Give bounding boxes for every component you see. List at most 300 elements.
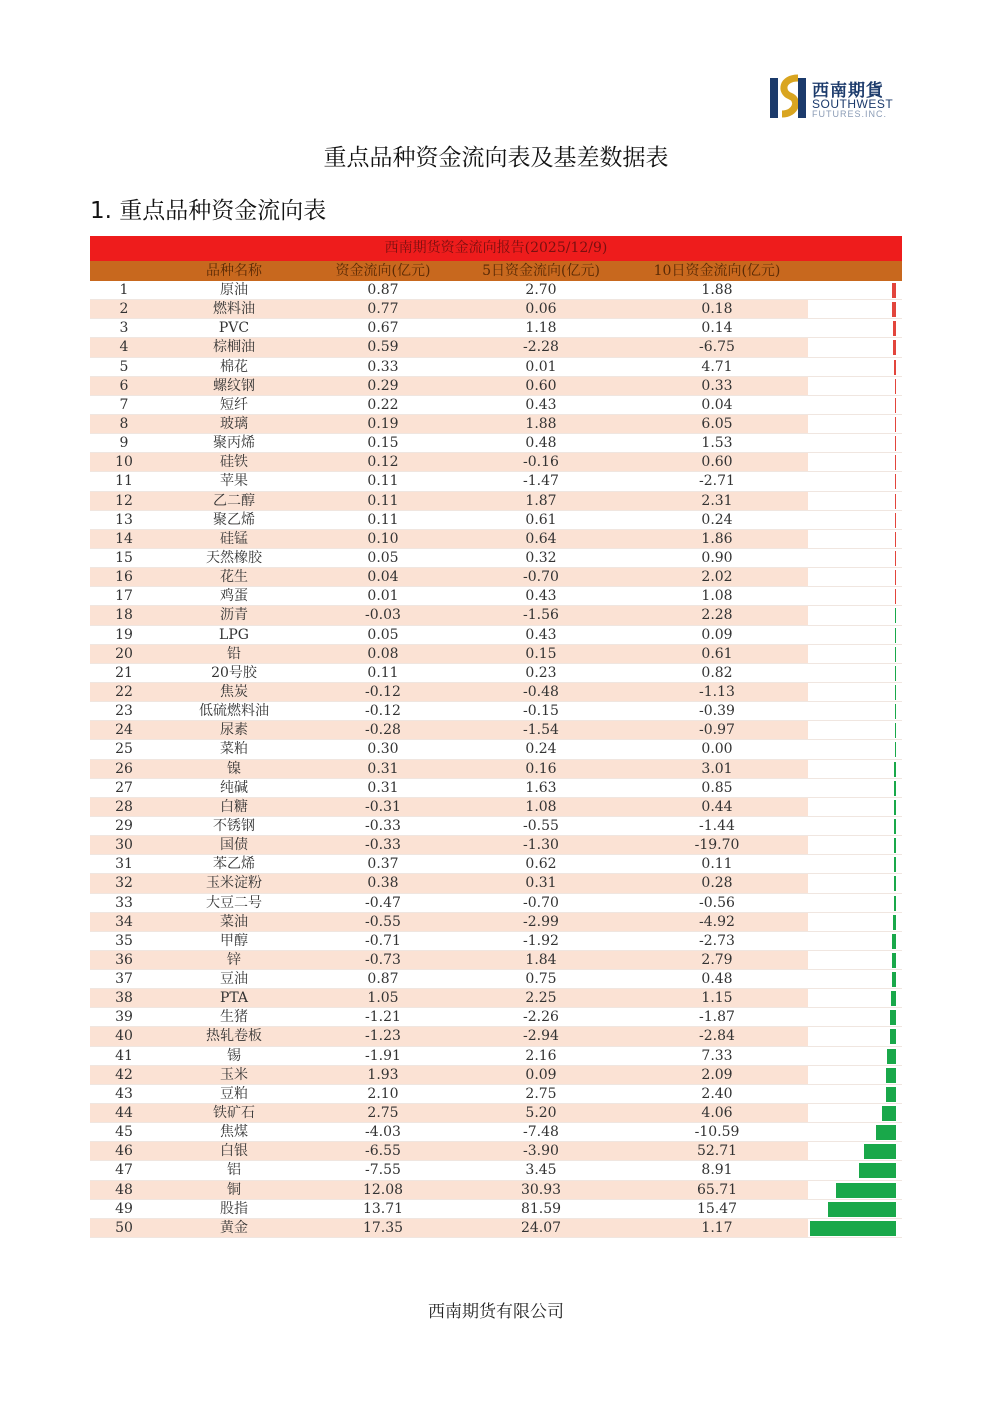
table-row bbox=[90, 358, 902, 377]
row-5day-flow: 0.01 bbox=[525, 358, 557, 375]
flow-bar bbox=[886, 1068, 896, 1083]
row-5day-flow: 0.60 bbox=[525, 377, 557, 394]
row-5day-flow: 2.25 bbox=[525, 990, 557, 1007]
row-name: 镍 bbox=[227, 760, 241, 777]
row-index: 48 bbox=[115, 1181, 133, 1198]
row-index: 26 bbox=[115, 760, 133, 777]
row-10day-flow: 2.79 bbox=[701, 951, 733, 968]
row-5day-flow: 0.75 bbox=[525, 971, 557, 988]
row-5day-flow: 1.87 bbox=[525, 492, 557, 509]
row-10day-flow: 1.86 bbox=[701, 530, 733, 547]
table-row bbox=[90, 894, 902, 913]
row-5day-flow: -1.92 bbox=[523, 932, 559, 949]
row-10day-flow: -1.44 bbox=[699, 817, 735, 834]
row-name: 低硫燃料油 bbox=[199, 703, 269, 720]
row-bar-cell bbox=[808, 913, 902, 931]
row-bar-cell bbox=[808, 492, 902, 510]
row-10day-flow: 0.60 bbox=[701, 454, 733, 471]
row-5day-flow: -1.54 bbox=[523, 722, 559, 739]
row-index: 23 bbox=[115, 703, 133, 720]
row-10day-flow: 0.24 bbox=[701, 511, 733, 528]
row-index: 39 bbox=[115, 1009, 133, 1026]
row-daily-flow: 0.11 bbox=[367, 511, 399, 528]
footer-company-name: 西南期货有限公司 bbox=[428, 1302, 564, 1322]
table-row bbox=[90, 511, 902, 530]
row-name: 生猪 bbox=[220, 1009, 248, 1026]
row-5day-flow: 24.07 bbox=[520, 1219, 562, 1236]
row-bar-cell bbox=[808, 664, 902, 682]
row-10day-flow: 4.06 bbox=[701, 1105, 733, 1122]
table-row bbox=[90, 300, 902, 319]
flow-bar bbox=[859, 1163, 896, 1178]
table-row bbox=[90, 817, 902, 836]
row-daily-flow: -0.12 bbox=[365, 683, 401, 700]
table-row bbox=[90, 377, 902, 396]
row-daily-flow: 0.05 bbox=[367, 626, 399, 643]
row-bar-cell bbox=[808, 1027, 902, 1045]
fund-flow-table bbox=[90, 236, 902, 1238]
row-name: 菜油 bbox=[220, 913, 248, 930]
row-index: 19 bbox=[115, 626, 133, 643]
row-bar-cell bbox=[808, 740, 902, 758]
row-index: 14 bbox=[115, 530, 133, 547]
row-bar-cell bbox=[808, 472, 902, 490]
row-index: 28 bbox=[115, 798, 133, 815]
row-bar-cell bbox=[808, 855, 902, 873]
flow-bar bbox=[894, 838, 896, 853]
row-bar-cell bbox=[808, 817, 902, 835]
row-bar-cell bbox=[808, 1161, 902, 1179]
table-row bbox=[90, 836, 902, 855]
row-name: 黄金 bbox=[220, 1219, 248, 1236]
row-10day-flow: -1.13 bbox=[699, 683, 735, 700]
row-10day-flow: 0.04 bbox=[701, 396, 733, 413]
row-daily-flow: 1.93 bbox=[367, 1066, 399, 1083]
table-row bbox=[90, 1104, 902, 1123]
row-5day-flow: 2.70 bbox=[525, 282, 557, 298]
table-row bbox=[90, 1008, 902, 1027]
row-10day-flow: 0.61 bbox=[701, 645, 733, 662]
row-10day-flow: -2.71 bbox=[699, 473, 735, 490]
row-5day-flow: -0.48 bbox=[523, 683, 559, 700]
row-5day-flow: 0.16 bbox=[525, 760, 557, 777]
row-10day-flow: 1.08 bbox=[701, 588, 733, 605]
table-row bbox=[90, 549, 902, 568]
table-row bbox=[90, 281, 902, 300]
row-bar-cell bbox=[808, 415, 902, 433]
row-daily-flow: 0.11 bbox=[367, 664, 399, 681]
row-daily-flow: 0.33 bbox=[367, 358, 399, 375]
row-name: 燃料油 bbox=[213, 301, 255, 318]
row-name: 国债 bbox=[220, 837, 248, 854]
row-5day-flow: -2.94 bbox=[523, 1028, 559, 1045]
table-row bbox=[90, 874, 902, 893]
row-5day-flow: 0.06 bbox=[525, 301, 557, 318]
row-5day-flow: 0.48 bbox=[525, 435, 557, 452]
row-daily-flow: -0.55 bbox=[365, 913, 401, 930]
row-bar-cell bbox=[808, 396, 902, 414]
row-daily-flow: 0.31 bbox=[367, 760, 399, 777]
row-bar-cell bbox=[808, 530, 902, 548]
row-10day-flow: 0.82 bbox=[701, 664, 733, 681]
row-daily-flow: 0.67 bbox=[367, 320, 399, 337]
flow-bar bbox=[895, 647, 897, 662]
flow-bar bbox=[894, 360, 896, 375]
row-index: 49 bbox=[115, 1200, 133, 1217]
row-10day-flow: 0.33 bbox=[701, 377, 733, 394]
row-name: 铁矿石 bbox=[213, 1105, 255, 1122]
row-bar-cell bbox=[808, 798, 902, 816]
row-5day-flow: 0.24 bbox=[525, 741, 557, 758]
row-5day-flow: 0.61 bbox=[525, 511, 557, 528]
row-10day-flow: 2.40 bbox=[701, 1085, 733, 1102]
row-10day-flow: -0.97 bbox=[699, 722, 735, 739]
row-index: 4 bbox=[119, 339, 129, 356]
header-index bbox=[90, 261, 158, 281]
header-5day-flow: 5日资金流向(亿元) bbox=[482, 263, 600, 279]
row-index: 21 bbox=[115, 664, 133, 681]
row-5day-flow: 1.88 bbox=[525, 415, 557, 432]
row-daily-flow: 0.59 bbox=[367, 339, 399, 356]
row-10day-flow: 15.47 bbox=[696, 1200, 738, 1217]
row-5day-flow: -2.26 bbox=[523, 1009, 559, 1026]
row-bar-cell bbox=[808, 645, 902, 663]
flow-bar bbox=[895, 570, 897, 585]
flow-bar bbox=[895, 494, 897, 509]
flow-bar bbox=[893, 915, 896, 930]
row-10day-flow: -2.73 bbox=[699, 932, 735, 949]
table-row bbox=[90, 568, 902, 587]
header-daily-flow: 资金流向(亿元) bbox=[335, 263, 431, 279]
row-name: 大豆二号 bbox=[206, 894, 262, 911]
row-daily-flow: -7.55 bbox=[365, 1162, 401, 1179]
flow-bar bbox=[895, 417, 897, 432]
flow-bar bbox=[887, 1049, 896, 1064]
row-5day-flow: 0.43 bbox=[525, 626, 557, 643]
row-name: 玉米淀粉 bbox=[206, 875, 262, 892]
row-5day-flow: -1.47 bbox=[523, 473, 559, 490]
logo-english-subtitle: FUTURES.INC. bbox=[812, 109, 887, 119]
row-10day-flow: 1.53 bbox=[701, 435, 733, 452]
row-index: 46 bbox=[115, 1143, 133, 1160]
row-index: 37 bbox=[115, 971, 133, 988]
row-daily-flow: -0.12 bbox=[365, 703, 401, 720]
row-name: 焦煤 bbox=[220, 1124, 248, 1141]
row-10day-flow: 0.44 bbox=[701, 798, 733, 815]
row-bar-cell bbox=[808, 281, 902, 299]
row-index: 29 bbox=[115, 817, 133, 834]
flow-bar bbox=[894, 800, 896, 815]
row-10day-flow: -19.70 bbox=[694, 837, 740, 854]
row-index: 30 bbox=[115, 837, 133, 854]
row-daily-flow: 0.77 bbox=[367, 301, 399, 318]
row-index: 36 bbox=[115, 951, 133, 968]
flow-bar bbox=[836, 1183, 896, 1198]
row-bar-cell bbox=[808, 626, 902, 644]
row-10day-flow: -0.39 bbox=[699, 703, 735, 720]
row-10day-flow: -6.75 bbox=[699, 339, 735, 356]
flow-bar bbox=[894, 876, 896, 891]
row-name: 热轧卷板 bbox=[206, 1028, 262, 1045]
row-5day-flow: 0.09 bbox=[525, 1066, 557, 1083]
row-index: 45 bbox=[115, 1124, 133, 1141]
row-name: 天然橡胶 bbox=[206, 549, 262, 566]
flow-bar bbox=[828, 1202, 896, 1217]
flow-bar bbox=[895, 455, 897, 470]
header-bar-column bbox=[808, 261, 902, 281]
row-name: 铜 bbox=[227, 1181, 241, 1198]
row-10day-flow: 8.91 bbox=[701, 1162, 733, 1179]
row-index: 34 bbox=[115, 913, 133, 930]
row-name: 菜粕 bbox=[220, 741, 248, 758]
row-index: 15 bbox=[115, 549, 133, 566]
table-row bbox=[90, 951, 902, 970]
row-bar-cell bbox=[808, 587, 902, 605]
row-10day-flow: -1.87 bbox=[699, 1009, 735, 1026]
row-name: LPG bbox=[219, 626, 249, 643]
row-daily-flow: -0.28 bbox=[365, 722, 401, 739]
row-daily-flow: 0.11 bbox=[367, 473, 399, 490]
row-10day-flow: 0.48 bbox=[701, 971, 733, 988]
table-row bbox=[90, 989, 902, 1008]
row-bar-cell bbox=[808, 1142, 902, 1160]
row-daily-flow: -1.91 bbox=[365, 1047, 401, 1064]
row-5day-flow: 0.43 bbox=[525, 396, 557, 413]
flow-bar bbox=[895, 532, 897, 547]
table-row bbox=[90, 855, 902, 874]
row-5day-flow: 81.59 bbox=[520, 1200, 562, 1217]
table-row bbox=[90, 1200, 902, 1219]
page-title: 重点品种资金流向表及基差数据表 bbox=[323, 145, 669, 171]
row-10day-flow: 2.31 bbox=[701, 492, 733, 509]
table-row bbox=[90, 932, 902, 951]
row-daily-flow: 0.15 bbox=[367, 435, 399, 452]
row-10day-flow: 0.85 bbox=[701, 779, 733, 796]
table-row bbox=[90, 645, 902, 664]
table-row bbox=[90, 1027, 902, 1046]
row-bar-cell bbox=[808, 951, 902, 969]
row-5day-flow: -7.48 bbox=[523, 1124, 559, 1141]
row-bar-cell bbox=[808, 1181, 902, 1199]
row-5day-flow: -0.15 bbox=[523, 703, 559, 720]
row-10day-flow: 6.05 bbox=[701, 415, 733, 432]
row-5day-flow: 0.32 bbox=[525, 549, 557, 566]
row-daily-flow: 0.10 bbox=[367, 530, 399, 547]
table-header-row bbox=[90, 261, 902, 281]
row-bar-cell bbox=[808, 1219, 902, 1237]
row-daily-flow: -0.47 bbox=[365, 894, 401, 911]
flow-bar bbox=[895, 704, 897, 719]
row-bar-cell bbox=[808, 1123, 902, 1141]
row-10day-flow: 0.09 bbox=[701, 626, 733, 643]
row-bar-cell bbox=[808, 779, 902, 797]
row-10day-flow: -4.92 bbox=[699, 913, 735, 930]
row-index: 47 bbox=[115, 1162, 133, 1179]
row-index: 33 bbox=[115, 894, 133, 911]
row-bar-cell bbox=[808, 683, 902, 701]
row-10day-flow: 2.09 bbox=[701, 1066, 733, 1083]
row-name: 锌 bbox=[227, 951, 241, 968]
row-index: 1 bbox=[119, 282, 129, 298]
flow-bar bbox=[895, 666, 897, 681]
table-row bbox=[90, 319, 902, 338]
table-row bbox=[90, 1066, 902, 1085]
row-5day-flow: -1.30 bbox=[523, 837, 559, 854]
flow-bar bbox=[894, 819, 896, 834]
row-5day-flow: 1.84 bbox=[525, 951, 557, 968]
row-name: 20号胶 bbox=[211, 664, 257, 681]
row-bar-cell bbox=[808, 702, 902, 720]
row-name: 短纤 bbox=[220, 396, 248, 413]
row-bar-cell bbox=[808, 1085, 902, 1103]
table-row bbox=[90, 740, 902, 759]
flow-bar bbox=[895, 513, 897, 528]
row-index: 9 bbox=[119, 435, 129, 452]
row-daily-flow: 0.22 bbox=[367, 396, 399, 413]
row-index: 32 bbox=[115, 875, 133, 892]
flow-bar bbox=[882, 1106, 896, 1121]
table-row bbox=[90, 1085, 902, 1104]
logo-chinese-name: 西南期貨 bbox=[812, 81, 884, 101]
row-bar-cell bbox=[808, 549, 902, 567]
row-daily-flow: 1.05 bbox=[367, 990, 399, 1007]
row-10day-flow: 1.17 bbox=[701, 1219, 733, 1236]
table-row bbox=[90, 472, 902, 491]
row-index: 24 bbox=[115, 722, 133, 739]
row-daily-flow: 0.19 bbox=[367, 415, 399, 432]
row-daily-flow: 0.01 bbox=[367, 588, 399, 605]
row-name: 沥青 bbox=[220, 607, 248, 624]
row-name: 甲醇 bbox=[220, 932, 248, 949]
flow-bar bbox=[892, 953, 896, 968]
row-10day-flow: 0.14 bbox=[701, 320, 733, 337]
row-10day-flow: 0.11 bbox=[701, 856, 733, 873]
row-daily-flow: 0.30 bbox=[367, 741, 399, 758]
row-5day-flow: 0.31 bbox=[525, 875, 557, 892]
logo-mark-icon bbox=[768, 72, 808, 122]
table-row bbox=[90, 664, 902, 683]
row-bar-cell bbox=[808, 874, 902, 892]
row-index: 35 bbox=[115, 932, 133, 949]
table-row bbox=[90, 396, 902, 415]
row-daily-flow: 0.29 bbox=[367, 377, 399, 394]
row-name: 锡 bbox=[227, 1047, 241, 1064]
row-index: 7 bbox=[119, 396, 129, 413]
row-name: 苯乙烯 bbox=[213, 856, 255, 873]
table-row bbox=[90, 798, 902, 817]
table-row bbox=[90, 587, 902, 606]
row-index: 16 bbox=[115, 569, 133, 586]
table-row bbox=[90, 626, 902, 645]
row-5day-flow: 5.20 bbox=[525, 1105, 557, 1122]
row-daily-flow: 0.87 bbox=[367, 282, 399, 298]
row-5day-flow: -0.55 bbox=[523, 817, 559, 834]
row-index: 31 bbox=[115, 856, 133, 873]
flow-bar bbox=[892, 283, 896, 298]
row-name: 原油 bbox=[220, 282, 248, 298]
flow-bar bbox=[894, 781, 896, 796]
flow-bar bbox=[892, 934, 896, 949]
table-row bbox=[90, 1123, 902, 1142]
row-bar-cell bbox=[808, 1200, 902, 1218]
row-daily-flow: 0.05 bbox=[367, 549, 399, 566]
row-index: 5 bbox=[119, 358, 129, 375]
row-name: 棉花 bbox=[220, 358, 248, 375]
row-bar-cell bbox=[808, 894, 902, 912]
flow-bar bbox=[892, 972, 896, 987]
row-bar-cell bbox=[808, 434, 902, 452]
flow-bar bbox=[893, 321, 896, 336]
row-daily-flow: -0.33 bbox=[365, 837, 401, 854]
row-index: 27 bbox=[115, 779, 133, 796]
row-index: 50 bbox=[115, 1219, 133, 1236]
table-row bbox=[90, 683, 902, 702]
row-name: 玻璃 bbox=[220, 415, 248, 432]
row-bar-cell bbox=[808, 760, 902, 778]
row-bar-cell bbox=[808, 721, 902, 739]
row-index: 20 bbox=[115, 645, 133, 662]
row-5day-flow: -0.70 bbox=[523, 569, 559, 586]
row-10day-flow: 1.15 bbox=[701, 990, 733, 1007]
row-name: 白糖 bbox=[220, 798, 248, 815]
row-daily-flow: -1.21 bbox=[365, 1009, 401, 1026]
row-name: 尿素 bbox=[220, 722, 248, 739]
row-name: 铅 bbox=[227, 645, 241, 662]
row-name: 花生 bbox=[220, 569, 248, 586]
row-index: 44 bbox=[115, 1105, 133, 1122]
row-10day-flow: -0.56 bbox=[699, 894, 735, 911]
table-row bbox=[90, 1181, 902, 1200]
row-10day-flow: 65.71 bbox=[696, 1181, 738, 1198]
table-row bbox=[90, 453, 902, 472]
row-5day-flow: 2.75 bbox=[525, 1085, 557, 1102]
row-name: 聚丙烯 bbox=[213, 435, 255, 452]
row-name: 不锈钢 bbox=[213, 817, 255, 834]
row-name: PTA bbox=[219, 990, 249, 1007]
row-daily-flow: 0.87 bbox=[367, 971, 399, 988]
row-5day-flow: -3.90 bbox=[523, 1143, 559, 1160]
row-daily-flow: 0.04 bbox=[367, 569, 399, 586]
row-name: 玉米 bbox=[220, 1066, 248, 1083]
flow-bar bbox=[894, 762, 896, 777]
row-5day-flow: 0.62 bbox=[525, 856, 557, 873]
flow-bar bbox=[864, 1144, 896, 1159]
row-index: 8 bbox=[119, 415, 129, 432]
row-daily-flow: 2.75 bbox=[367, 1105, 399, 1122]
row-daily-flow: 2.10 bbox=[367, 1085, 399, 1102]
row-10day-flow: 3.01 bbox=[701, 760, 733, 777]
row-name: 螺纹钢 bbox=[213, 377, 255, 394]
row-index: 25 bbox=[115, 741, 133, 758]
row-5day-flow: -0.16 bbox=[523, 454, 559, 471]
row-daily-flow: 0.12 bbox=[367, 454, 399, 471]
row-daily-flow: 0.31 bbox=[367, 779, 399, 796]
row-5day-flow: 0.64 bbox=[525, 530, 557, 547]
row-index: 40 bbox=[115, 1028, 133, 1045]
row-daily-flow: 17.35 bbox=[362, 1219, 404, 1236]
row-10day-flow: 0.28 bbox=[701, 875, 733, 892]
row-bar-cell bbox=[808, 338, 902, 356]
row-bar-cell bbox=[808, 836, 902, 854]
row-index: 17 bbox=[115, 588, 133, 605]
row-10day-flow: 4.71 bbox=[701, 358, 733, 375]
row-5day-flow: 2.16 bbox=[525, 1047, 557, 1064]
flow-bar bbox=[894, 857, 896, 872]
table-row bbox=[90, 415, 902, 434]
flow-bar bbox=[893, 340, 896, 355]
row-daily-flow: 12.08 bbox=[362, 1181, 404, 1198]
row-5day-flow: -2.28 bbox=[523, 339, 559, 356]
